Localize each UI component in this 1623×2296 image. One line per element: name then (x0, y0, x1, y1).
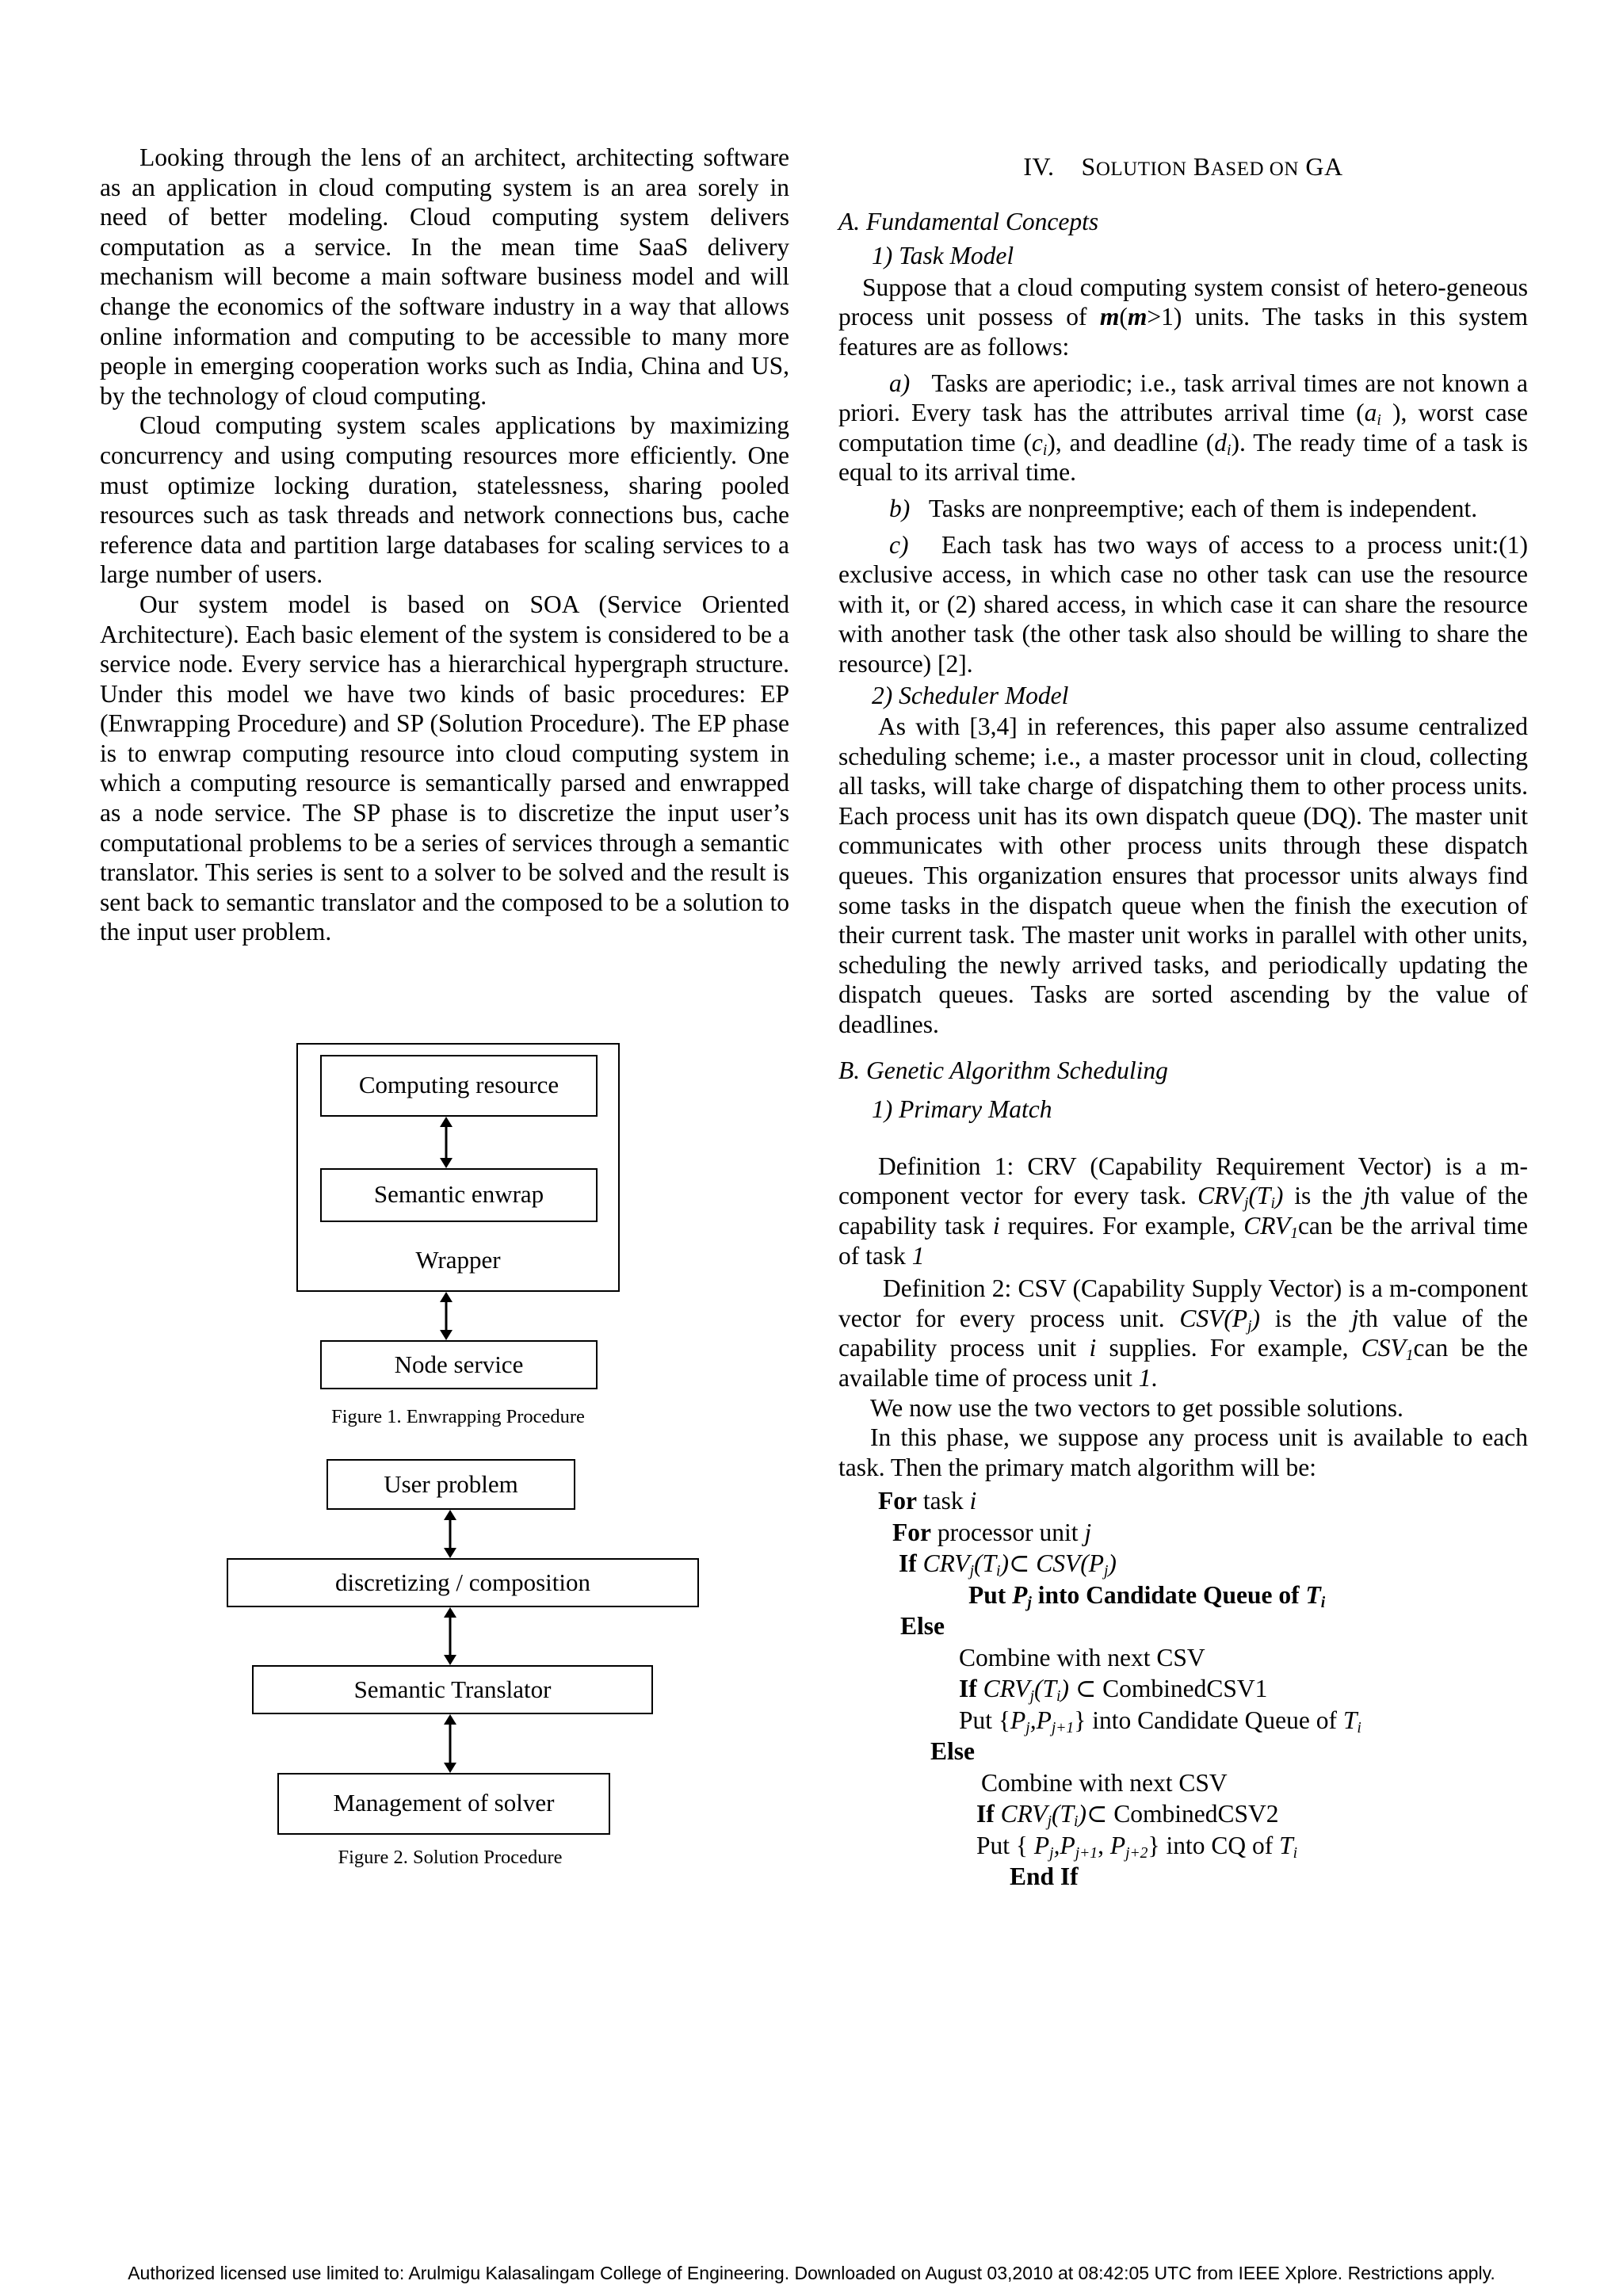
left-column (100, 143, 789, 947)
text-run: is the (1283, 1182, 1364, 1210)
keyword: If (976, 1800, 995, 1828)
double-arrow-icon (438, 1607, 462, 1665)
scheduler-model-text: As with [3,4] in references, this paper also assume centralized scheduling scheme; i.e., a master processor unit in cloud, collecting all tasks, will take charge of dispatching them to other process units. Each process unit has its own dispatch queue (DQ). The master unit communicates with other process units through these dispatch queues. This organization ensures that processor units always find some tasks in the dispatch queue when the finish the execution of their current task. The master unit works in parallel with other units, scheduling the newly arrived tasks, and periodically updating the dispatch queues. Tasks are sorted ascending by the value of deadlines. (838, 712, 1528, 1039)
keyword: End If (1010, 1862, 1079, 1891)
subsection-a-heading: A. Fundamental Concepts (838, 207, 1099, 235)
text-run: into Candidate Queue of (1086, 1706, 1343, 1734)
box-label: Semantic enwrap (373, 1180, 544, 1208)
box-label: Semantic Translator (353, 1675, 552, 1703)
left-paragraph: Our system model is based on SOA (Service Oriented Architecture). Each basic element of the system is considered to be a service node. Every service has a hierarchical hypergraph structure. Under this model we have two kinds of basic procedures: EP (Enwrapping Procedure) and SP (Solution Procedure). The EP phase is to enwrap computing resource into cloud computing system in which a computing resource is semantically parsed and enwrapped as a node service. The SP phase is to discretize the input user’s computational problems to be a series of services through a semantic translator. This series is sent to a solver to be solved and the result is sent back to semantic translator and the composed to be a solution to the input user problem. (100, 590, 789, 946)
user-problem-box (327, 1459, 575, 1510)
text-run: Put (959, 1706, 999, 1734)
text-run: ). The ready time of a task is equal to its arrival time. (838, 428, 1528, 487)
primary-match-heading: 1) Primary Match (872, 1095, 1052, 1124)
ieee-license-footer: Authorized licensed use limited to: Arulmigu Kalasalingam College of Engineering. Downloaded on August 03,2010 at 08:42:05 UTC from IEEE Xplore. Restrictions apply. (128, 2263, 1495, 2283)
subsection-b-heading: B. Genetic Algorithm Scheduling (838, 1056, 1168, 1084)
semantic-translator-box (252, 1665, 653, 1714)
text-run: units. The tasks in this system features are as follows: (838, 303, 1528, 361)
item-b (838, 494, 1528, 524)
vectors-text: We now use the two vectors to get possible solutions. (870, 1393, 1403, 1422)
text-run: supplies. For example, (1096, 1334, 1361, 1362)
text-run: Put (976, 1831, 1016, 1859)
primary-match-algorithm: For task i For processor unit j If $CRV_j(T_i)\subset$ $CSV(P_j)$ Put $P_j$ into Candidate Queue of $T_i$ Else Combine with next CSV If $CRV_j(T_i)$ ⊂ CombinedCSV1 Put $\{P_j,P_{j+1}\}$ into Candidate Queue of $T_i$ Else Combine with next CSV If $CRV_j(T_i)\subset$ CombinedCSV2 Put { $P_j,P_{j+1}$, $P_{j+2}$} into CQ of $T_i$ End If (878, 1487, 1361, 1891)
left-paragraph: Cloud computing system scales applications by maximizing concurrency and using computing resources more efficiently. One must optimize locking duration, statelessness, sharing pooled resources such as task threads and network connections bus, cache reference data and partition large databases for scaling services to a large number of users. (100, 411, 789, 589)
definition-2: Definition 2: CSV (Capability Supply Vector) is a m-component vector for every process unit. $CSV(P_j)$ is the jth value of the capability process unit i supplies. For example, $CSV_1can$ be the available time of process unit 1. (838, 1274, 1529, 1392)
text-run: Combine with next CSV (981, 1768, 1228, 1797)
box-label: Computing resource (358, 1071, 559, 1098)
double-arrow-icon (438, 1510, 462, 1558)
double-arrow-icon (434, 1117, 458, 1168)
text-run: Tasks are nonpreemptive; each of them is independent. (928, 494, 1478, 522)
item-label: c) (889, 530, 909, 559)
right-column (838, 146, 1528, 1893)
title-cap: S (1081, 152, 1096, 181)
computing-resource-box (320, 1055, 598, 1117)
keyword: If (899, 1549, 917, 1578)
keyword: For (878, 1487, 917, 1515)
section-number: IV. (1023, 152, 1055, 181)
figure-1-caption: Figure 1. Enwrapping Procedure (331, 1406, 585, 1427)
wrapper-label: Wrapper (415, 1246, 501, 1274)
text-run: into Candidate Queue of (1031, 1580, 1306, 1609)
text-run: processor unit (930, 1518, 1085, 1546)
text-run: th value of the capability process unit (838, 1304, 1529, 1362)
keyword: For (892, 1518, 931, 1546)
keyword: If (959, 1675, 977, 1703)
discretizing-composition-box (227, 1558, 699, 1607)
box-label: Management of solver (333, 1789, 555, 1817)
scheduler-model-heading: 2) Scheduler Model (872, 681, 1069, 709)
text-run: into CQ of (1159, 1831, 1280, 1859)
text-run: is the (1260, 1304, 1352, 1332)
double-arrow-icon (434, 1292, 458, 1340)
text-run: Each task has two ways of access to a process unit:(1) exclusive access, in which case no other task can use the resource with it, or (2) shared access, in which case it can share the resource with another task (the other task also should be willing to share the resource) [2]. (838, 530, 1529, 678)
item-label: b) (889, 494, 911, 522)
definition-1: Definition 1: CRV (Capability Requirement Vector) is a m-component vector for every task. $CRV_j(T_i)$ is the jth value of the capability task i requires. For example, $CRV_1can$ be the arrival time of task 1 (838, 1152, 1528, 1270)
text-run: Definition 2: CSV (Capability Supply Vector) is a m-component vector for every process unit. (838, 1274, 1528, 1332)
semantic-enwrap-box (320, 1168, 598, 1222)
left-paragraph: Looking through the lens of an architect, architecting software as an application in cloud computing system is an area sorely in need of better modeling. Cloud computing system delivers computation as a service. In the mean time SaaS delivery mechanism will become a main software business model and will change the economics of the software industry in a way that allows online information and computing to be accessible to many more people in emerging cooperation works such as India, China and US, by the technology of cloud computing. (100, 143, 789, 410)
keyword: Else (900, 1612, 945, 1641)
text-run: Combine with next CSV (959, 1643, 1205, 1671)
box-label: discretizing / composition (334, 1568, 590, 1596)
text-run: can be the available time of process unit (838, 1334, 1528, 1392)
text-run: Put (968, 1580, 1013, 1609)
text-run: Definition 1: CRV (Capability Requirement Vector) is a m-component vector for every task. (838, 1152, 1528, 1210)
figure-2-caption: Figure 2. Solution Procedure (338, 1847, 563, 1868)
title-cap: B (1193, 152, 1211, 181)
node-service-box (320, 1340, 598, 1389)
section-title (838, 152, 1528, 185)
item-label: a) (889, 369, 911, 397)
item-c (838, 530, 1528, 679)
phase-text: In this phase, we suppose any process unit is available to each task. Then the primary match algorithm will be: (838, 1423, 1528, 1481)
text-run: ), and deadline ( (1047, 428, 1215, 457)
text-run: task (916, 1487, 970, 1515)
text-run: Tasks are aperiodic; i.e., task arrival times are not known a priori. Every task has the attributes arrival time ( (838, 369, 1529, 427)
task-model-intro: Suppose that a cloud computing system consist of hetero-geneous process unit possess of m(m>1) units. The tasks in this system features are as follows: (838, 273, 1528, 361)
keyword: Else (930, 1737, 976, 1766)
double-arrow-icon (438, 1714, 462, 1773)
box-label: User problem (384, 1470, 518, 1498)
task-model-heading: 1) Task Model (872, 242, 1014, 270)
text-run: can be the arrival time of task (838, 1212, 1528, 1270)
management-of-solver-box (277, 1773, 610, 1835)
text-run: Suppose that a cloud computing system consist of hetero-geneous process unit possess of (838, 273, 1528, 331)
box-label: Node service (394, 1350, 524, 1378)
text-run: th value of the capability task (838, 1182, 1528, 1240)
title-smallcaps: OLUTION (1095, 159, 1187, 180)
text-run: ), worst case computation time ( (838, 399, 1528, 457)
text-run: CombinedCSV1 (1096, 1675, 1268, 1703)
text-run: requires. For example, (999, 1212, 1244, 1240)
item-a: a) Tasks are aperiodic; i.e., task arrival times are not known a priori. Every task has the attributes arrival time ($a_i$ ), worst case computation time $(c_i)$, and deadline $(d_i)$. The ready time of a task is equal to its arrival time. (838, 369, 1529, 487)
title-cap: GA (1305, 152, 1343, 181)
title-smallcaps: ASED ON (1210, 159, 1299, 180)
text-run: CombinedCSV2 (1107, 1800, 1279, 1828)
